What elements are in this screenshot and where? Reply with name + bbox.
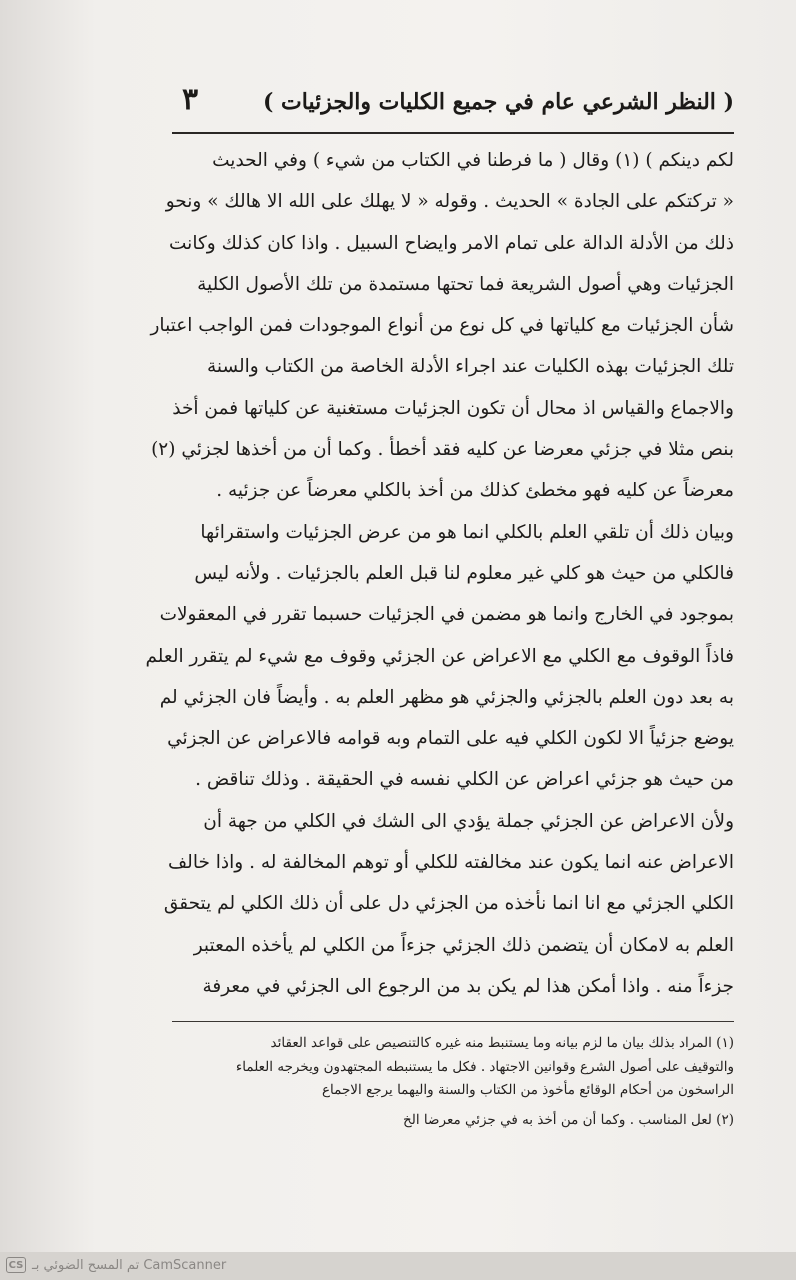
footnote-line: والتوقيف على أصول الشرع وقوانين الاجتهاد . فكل ما يستنبطه المجتهدون ويخرجه العلماء xyxy=(235,1058,734,1075)
footnote-rule xyxy=(172,1021,734,1022)
text-line: العلم به لامكان أن يتضمن ذلك الجزئي جزءاً من الكلي لم يأخذه المعتبر xyxy=(193,934,734,956)
text-line: ذلك من الأدلة الدالة على تمام الامر وايضاح السبيل . واذا كان كذلك وكانت xyxy=(169,232,734,254)
page-header xyxy=(172,82,734,130)
text-line: بنص مثلا في جزئي معرضا عن كليه فقد أخطأ . وكما أن من أخذها لجزئي (٢) xyxy=(151,439,734,461)
footnote-line: (٢) لعل المناسب . وكما أن من أخذ به في جزئي معرضا الخ xyxy=(403,1111,734,1128)
footnote-line: الراسخون من أحكام الوقائع مأخوذ من الكتاب والسنة واليهما يرجع الاجماع xyxy=(321,1082,734,1099)
text-line: معرضاً عن كليه فهو مخطئ كذلك من أخذ بالكلي معرضاً عن جزئيه . xyxy=(216,480,734,502)
text-line: فالكلي من حيث هو كلي غير معلوم لنا قبل العلم بالجزئيات . ولأنه ليس xyxy=(194,562,734,584)
camscanner-watermark xyxy=(6,1254,226,1276)
page-number: ٣ xyxy=(182,82,199,117)
text-line: جزءاً منه . واذا أمكن هذا لم يكن بد من الرجوع الى الجزئي في معرفة xyxy=(202,975,734,997)
text-line: ولأن الاعراض عن الجزئي جملة يؤدي الى الشك في الكلي من جهة أن xyxy=(203,810,734,832)
text-line: لكم دينكم ) (١) وقال ( ما فرطنا في الكتاب من شيء ) وفي الحديث xyxy=(212,150,734,171)
text-line: الجزئيات وهي أصول الشريعة فما تحتها مستمدة من تلك الأصول الكلية xyxy=(197,273,734,295)
text-line: يوضع جزئياً الا لكون الكلي فيه على التمام وبه قوامه فالاعراض عن الجزئي xyxy=(167,728,734,750)
header-rule xyxy=(172,132,734,134)
text-line: شأن الجزئيات مع كلياتها في كل نوع من أنواع الموجودات فمن الواجب اعتبار xyxy=(150,315,734,337)
camscanner-logo-icon: CS xyxy=(6,1257,26,1273)
footnotes xyxy=(172,1032,734,1132)
text-line: وبيان ذلك أن تلقي العلم بالكلي انما هو من عرض الجزئيات واستقرائها xyxy=(200,521,734,543)
footnote-line: (١) المراد بذلك بيان ما لزم بيانه وما يستنبط منه غيره كالتنصيص على قواعد العقائد xyxy=(270,1035,734,1052)
text-line: تلك الجزئيات بهذه الكليات عند اجراء الأدلة الخاصة من الكتاب والسنة xyxy=(207,356,734,378)
body-text xyxy=(145,140,734,1007)
text-line: به بعد دون العلم بالجزئي والجزئي هو مظهر العلم به . وأيضاً فان الجزئي لم xyxy=(159,686,734,708)
text-line: فاذاً الوقوف مع الكلي مع الاعراض عن الجزئي وقوف مع شيء لم يتقرر العلم xyxy=(145,645,734,667)
header-title: ( النظر الشرعي عام في جميع الكليات والجزئيات ) xyxy=(262,89,734,115)
text-line: الكلي الجزئي مع انا انما نأخذه من الجزئي دل على أن ذلك الكلي لم يتحقق xyxy=(163,893,734,915)
text-line: الاعراض عنه انما يكون عند مخالفته للكلي أو توهم المخالفة له . واذا خالف xyxy=(168,852,734,874)
watermark-text: تم المسح الضوئي بـ CamScanner xyxy=(32,1257,227,1273)
text-line: والاجماع والقياس اذ محال أن تكون الجزئيات مستغنية عن كلياتها فمن أخذ xyxy=(172,397,734,419)
text-line: بموجود في الخارج وانما هو مضمن في الجزئيات حسبما تقرر في المعقولات xyxy=(159,604,734,626)
text-line: « تركتكم على الجادة » الحديث . وقوله « لا يهلك على الله الا هالك » ونحو xyxy=(165,191,734,213)
text-line: من حيث هو جزئي اعراض عن الكلي نفسه في الحقيقة . وذلك تناقض . xyxy=(195,769,734,791)
